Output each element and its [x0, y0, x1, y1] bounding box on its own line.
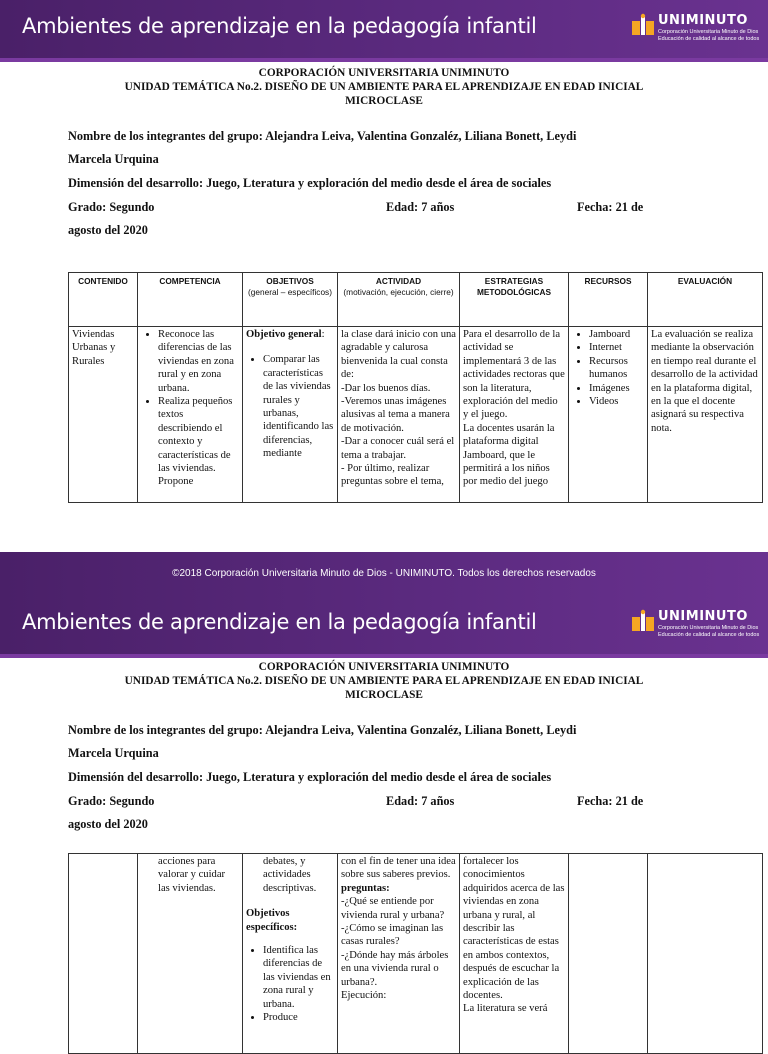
cell-evaluacion: La evaluación se realiza mediante la observación en tiempo real durante el desarrollo de la actividad en la plataforma digital, en la que el docente asignará su respectiva nota. [648, 327, 763, 503]
objetivo-general-title: Objetivo general [246, 329, 322, 340]
logo-name: UNIMINUTO [658, 609, 748, 624]
dimension-field: Dimensión del desarrollo: Juego, Lteratura y exploración del medio desde el área de sociales [68, 176, 552, 190]
heading-line1: CORPORACIÓN UNIVERSITARIA UNIMINUTO [258, 661, 510, 673]
list-item: • Jamboard [589, 328, 644, 341]
list-item: • Internet [589, 341, 644, 354]
age-field: Edad: 7 años [386, 794, 455, 808]
list-item: • Comparar las características de las viviendas rurales y urbanas, identificando las diferencias, mediante [263, 353, 334, 460]
header-recursos: RECURSOS [569, 273, 648, 327]
objetivos-especificos-title: Objetivos específicos: [246, 908, 298, 933]
cell-estrategias: Para el desarrollo de la actividad se implementará 3 de las actividades rectoras que son la literatura, exploración del medio y el juego. La docentes usarán la plataforma digital Jamboard, que le permitirá a los niños por medio del juego [460, 327, 569, 503]
page-footer [0, 552, 768, 596]
date-field-line2: agosto del 2020 [68, 817, 148, 831]
lesson-plan-table [68, 272, 763, 503]
footer-copyright: ©2018 Corporación Universitaria Minuto de Dios - UNIMINUTO. Todos los derechos reservados [172, 568, 596, 579]
members-line2: Marcela Urquina [68, 746, 159, 760]
age-field: Edad: 7 años [386, 200, 455, 214]
cell-estrategias: fortalecer los conocimientos adquiridos acerca de las viviendas en zona urbana y rural, al describir las características de estas en ambos contextos, después de escuchar la explicación de las docentes. La literatura se verá [460, 854, 569, 1054]
table-row [69, 327, 763, 503]
header-estrategias: ESTRATEGIAS METODOLÓGICAS [460, 273, 569, 327]
cell-competencia: acciones para valorar y cuidar las viviendas. [138, 854, 243, 1054]
logo-line1: Corporación Universitaria Minuto de Dios [658, 29, 759, 35]
uniminuto-logo [630, 13, 760, 47]
date-field-line1: Fecha: 21 de [577, 200, 644, 214]
list-item: • Realiza pequeños textos describiendo el contexto y características de las viviendas. Propone [158, 395, 239, 489]
date-field-line1: Fecha: 21 de [577, 794, 644, 808]
document-heading [0, 660, 768, 702]
list-item: • Identifica las diferencias de las viviendas en zona rural y urbana. [263, 944, 334, 1011]
heading-line3: MICROCLASE [345, 689, 423, 701]
header-contenido: CONTENIDO [69, 273, 138, 327]
cell-contenido: Viviendas Urbanas y Rurales [69, 327, 138, 503]
grade-field: Grado: Segundo [68, 794, 155, 808]
actividad-intro: con el fin de tener una idea sobre sus saberes previos. [341, 856, 456, 881]
objetivos-continued: debates, y actividades descriptivas. [263, 856, 317, 894]
list-item: • Videos [589, 395, 644, 408]
grade-field: Grado: Segundo [68, 200, 155, 214]
uniminuto-logo-icon [630, 609, 656, 637]
heading-line1: CORPORACIÓN UNIVERSITARIA UNIMINUTO [258, 67, 510, 79]
heading-line2: UNIDAD TEMÁTICA No.2. DISEÑO DE UN AMBIENTE PARA EL APRENDIZAJE EN EDAD INICIAL [124, 675, 644, 687]
dimension-field: Dimensión del desarrollo: Juego, Lteratura y exploración del medio desde el área de sociales [68, 770, 552, 784]
logo-name: UNIMINUTO [658, 13, 748, 28]
table-header-row [69, 273, 763, 327]
list-item: • Recursos humanos [589, 355, 644, 382]
heading-line2: UNIDAD TEMÁTICA No.2. DISEÑO DE UN AMBIENTE PARA EL APRENDIZAJE EN EDAD INICIAL [124, 81, 644, 93]
cell-objetivos: Objetivo general: • Comparar las características de las viviendas rurales y urbanas, identificando las diferencias, mediante [243, 327, 338, 503]
uniminuto-logo [630, 609, 760, 643]
cell-recursos [569, 327, 648, 503]
document-heading [0, 66, 768, 108]
logo-line2: Educación de calidad al alcance de todos [658, 36, 760, 42]
header-evaluacion: EVALUACIÓN [648, 273, 763, 327]
date-field-line2: agosto del 2020 [68, 223, 148, 237]
header-actividad: ACTIVIDAD (motivación, ejecución, cierre) [338, 273, 460, 327]
header-competencia: COMPETENCIA [138, 273, 243, 327]
logo-line2: Educación de calidad al alcance de todos [658, 632, 760, 638]
members-line1: Nombre de los integrantes del grupo: Alejandra Leiva, Valentina Gonzaléz, Liliana Bonett, Leydi [68, 723, 577, 737]
actividad-preguntas: -¿Qué se entiende por vivienda rural y urbana? -¿Cómo se imaginan las casas rurales? -¿Dónde hay más árboles en una vivienda rural o urbana?. Ejecución: [341, 896, 449, 1002]
members-line1: Nombre de los integrantes del grupo: Alejandra Leiva, Valentina Gonzaléz, Liliana Bonett, Leydi [68, 129, 577, 143]
uniminuto-logo-icon [630, 13, 656, 41]
list-item: • Imágenes [589, 382, 644, 395]
preguntas-title: preguntas: [341, 882, 390, 894]
banner-title: Ambientes de aprendizaje en la pedagogía infantil [22, 610, 537, 634]
list-item: • Reconoce las diferencias de las viviendas en zona rural y en zona urbana. [158, 328, 239, 395]
heading-line3: MICROCLASE [345, 95, 423, 107]
cell-competencia [138, 327, 243, 503]
list-item: • Produce [263, 1011, 334, 1024]
banner-title: Ambientes de aprendizaje en la pedagogía infantil [22, 14, 537, 38]
logo-line1: Corporación Universitaria Minuto de Dios [658, 625, 759, 631]
page-banner [0, 0, 768, 62]
header-objetivos: OBJETIVOS (general – específicos) [243, 273, 338, 327]
cell-actividad: la clase dará inicio con una agradable y calurosa bienvenida la cual consta de: -Dar los buenos días. -Veremos unas imágenes alusivas al tema a manera de motivación. -Dar a conocer cuál será el tema a trabajar. - Por último, realizar preguntas sobre el tema, [338, 327, 460, 503]
members-line2: Marcela Urquina [68, 152, 159, 166]
page-banner [0, 596, 768, 658]
